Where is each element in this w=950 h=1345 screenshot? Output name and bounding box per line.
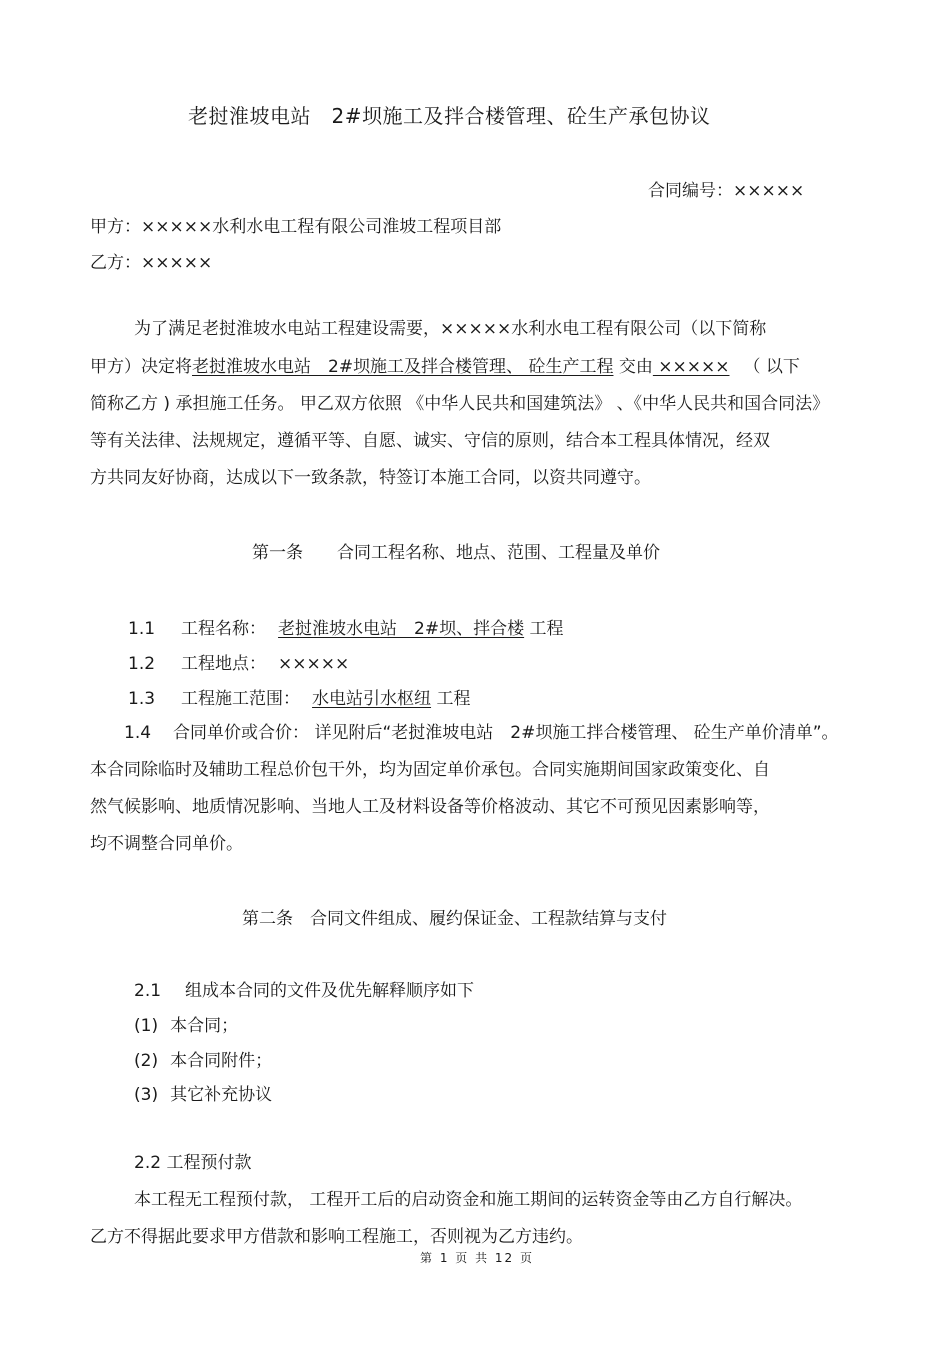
- item-1-3-label: 工程施工范围：: [181, 689, 301, 709]
- intro-line-2-tail: （ 以下: [743, 357, 800, 377]
- doc-item-1-text: 本合同；: [170, 1016, 239, 1036]
- item-1-3-suffix: 工程: [431, 689, 471, 709]
- doc-item-3-text: 其它补充协议: [170, 1085, 273, 1105]
- intro-line-2-lead: 甲方）决定将: [90, 357, 192, 377]
- party-b: 乙方：×××××: [90, 253, 213, 273]
- item-1-2-label: 工程地点：: [181, 654, 267, 674]
- intro-line-1: 为了满足老挝淮坡水电站工程建设需要，×××××水利水电工程有限公司（以下简称: [134, 319, 767, 339]
- item-1-1-value: 老挝淮坡水电站 2#坝、拌合楼: [278, 619, 525, 639]
- item-1-4-para-1: 本合同除临时及辅助工程总价包干外，均为固定单价承包。合同实施期间国家政策变化、自: [90, 760, 770, 780]
- doc-item-1-number: (1): [134, 1016, 159, 1036]
- document-title: 老挝淮坡电站 2#坝施工及拌合楼管理、砼生产承包协议: [188, 104, 711, 128]
- item-2-2-heading: 2.2 工程预付款: [134, 1153, 252, 1173]
- page-footer: 第 1 页 共 12 页: [420, 1251, 534, 1265]
- item-2-1: [134, 980, 474, 1002]
- intro-line-2-hand-to: 交由: [613, 357, 653, 377]
- doc-item-3-number: (3): [134, 1085, 159, 1105]
- article-2-heading: 第二条 合同文件组成、履约保证金、工程款结算与支付: [242, 909, 667, 929]
- item-1-3: [128, 688, 470, 710]
- intro-line-4: 等有关法律、法规规定，遵循平等、自愿、诚实、守信的原则，结合本工程具体情况，经双: [90, 431, 770, 451]
- item-2-2-para-2: 乙方不得据此要求甲方借款和影响工程施工，否则视为乙方违约。: [90, 1227, 583, 1247]
- doc-item-3: [134, 1084, 272, 1106]
- doc-item-2: [134, 1050, 272, 1072]
- item-1-1-label: 工程名称：: [181, 619, 267, 639]
- intro-line-2: [90, 356, 800, 378]
- doc-item-2-text: 本合同附件；: [170, 1051, 273, 1071]
- item-1-4-para-3: 均不调整合同单价。: [90, 834, 243, 854]
- party-b-underlined: ×××××: [652, 357, 730, 377]
- item-1-4-number: 1.4: [124, 723, 152, 743]
- project-name-underlined: 老挝淮坡水电站 2#坝施工及拌合楼管理、 砼生产工程: [192, 357, 614, 377]
- intro-line-5: 方共同友好协商，达成以下一致条款，特签订本施工合同，以资共同遵守。: [90, 468, 651, 488]
- item-1-4-text: 合同单价或合价： 详见附后“老挝淮坡电站 2#坝施工拌合楼管理、 砼生产单价清单”。: [173, 723, 839, 743]
- item-2-2-para-1: 本工程无工程预付款， 工程开工后的启动资金和施工期间的运转资金等由乙方自行解决。: [134, 1190, 803, 1210]
- item-1-2-value: ×××××: [278, 654, 350, 674]
- item-1-2-number: 1.2: [128, 654, 156, 674]
- intro-line-3: 简称乙方 ) 承担施工任务。 甲乙双方依照 《中华人民共和国建筑法》 、《中华人民共和国合同法》: [90, 394, 830, 414]
- item-1-1: [128, 618, 564, 640]
- item-1-4-para-2: 然气候影响、地质情况影响、当地人工及材料设备等价格波动、其它不可预见因素影响等，: [90, 797, 770, 817]
- item-1-3-value: 水电站引水枢纽: [312, 689, 432, 709]
- item-1-3-number: 1.3: [128, 689, 156, 709]
- item-1-1-suffix: 工程: [524, 619, 564, 639]
- doc-item-2-number: (2): [134, 1051, 159, 1071]
- party-a: 甲方：×××××水利水电工程有限公司淮坡工程项目部: [90, 217, 502, 237]
- item-1-1-number: 1.1: [128, 619, 156, 639]
- doc-item-1: [134, 1015, 238, 1037]
- item-2-1-number: 2.1: [134, 981, 162, 1001]
- contract-number: 合同编号：×××××: [648, 181, 805, 201]
- item-1-2: [128, 653, 349, 675]
- item-1-4: [124, 722, 839, 744]
- item-2-1-text: 组成本合同的文件及优先解释顺序如下: [185, 981, 475, 1001]
- article-1-heading: 第一条 合同工程名称、地点、范围、工程量及单价: [252, 543, 660, 563]
